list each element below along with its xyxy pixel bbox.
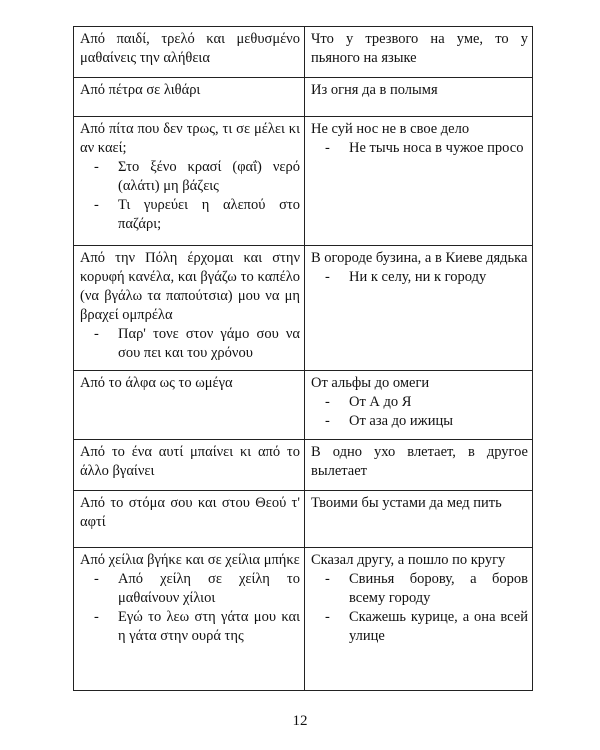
greek-cell	[74, 548, 305, 691]
greek-cell	[74, 27, 305, 78]
variant-item: - Από χείλη σε χείλη το μαθαίνουν χίλιοι	[80, 570, 300, 608]
variant-item: - Свинья борову, а боров всему городу	[311, 570, 528, 608]
russian-proverb: Сказал другу, а пошло по кругу	[311, 552, 506, 568]
page-number: 12	[292, 713, 308, 729]
russian-proverb: Из огня да в полымя	[311, 82, 438, 98]
variant-item: - Παρ' τονε στον γάμο σου να σου πει και του χρόνου	[80, 325, 300, 363]
russian-proverb: От альфы до омеги	[311, 375, 430, 391]
greek-proverb: Από παιδί, τρελό και μεθυσμένο μαθαίνεις την αλήθεια	[80, 31, 300, 66]
table-row	[74, 440, 533, 491]
greek-cell	[74, 246, 305, 371]
greek-variants	[80, 570, 300, 646]
table-row	[74, 548, 533, 691]
russian-cell	[305, 117, 533, 246]
greek-proverb: Από την Πόλη έρχομαι και στην κορυφή κανέλα, και βγάζω το καπέλο (να βγάλω τα παπούτσια) μου να μη βραχεί ομπρέλα	[80, 250, 300, 323]
russian-proverb: Не суй нос не в свое дело	[311, 121, 470, 137]
greek-proverb: Από χείλια βγήκε και σε χείλια μπήκε	[80, 552, 300, 568]
variant-item: - Στο ξένο κρασί (φαΐ) νερό (αλάτι) μη βάζεις	[80, 158, 300, 196]
greek-cell	[74, 440, 305, 491]
greek-proverb: Από πίτα που δεν τρως, τι σε μέλει κι αν καεί;	[80, 121, 300, 156]
variant-item: - Не тычь носа в чужое просо	[311, 139, 528, 158]
variant-item: - Εγώ το λεω στη γάτα μου και η γάτα στην ουρά της	[80, 608, 300, 646]
russian-cell	[305, 78, 533, 117]
table-row	[74, 117, 533, 246]
greek-proverb: Από το άλφα ως το ωμέγα	[80, 375, 233, 391]
russian-cell	[305, 491, 533, 548]
variant-item: - От аза до ижицы	[311, 412, 528, 431]
greek-cell	[74, 117, 305, 246]
greek-proverb: Από πέτρα σε λιθάρι	[80, 82, 201, 98]
table-row	[74, 27, 533, 78]
russian-cell	[305, 27, 533, 78]
russian-variants	[311, 139, 528, 158]
variant-item: - Скажешь курице, а она всей улице	[311, 608, 528, 646]
variant-item: - Ни к селу, ни к городу	[311, 268, 528, 287]
russian-proverb: Что у трезвого на уме, то у пьяного на языке	[311, 31, 528, 66]
russian-variants	[311, 268, 528, 287]
greek-variants	[80, 325, 300, 363]
russian-variants	[311, 393, 528, 431]
greek-cell	[74, 491, 305, 548]
variant-item: - От А до Я	[311, 393, 528, 412]
russian-proverb: Твоими бы устами да мед пить	[311, 495, 502, 511]
greek-proverb: Από το ένα αυτί μπαίνει κι από το άλλο βγαίνει	[80, 444, 300, 479]
russian-cell	[305, 440, 533, 491]
table-row	[74, 371, 533, 440]
variant-item: - Τι γυρεύει η αλεπού στο παζάρι;	[80, 196, 300, 234]
russian-cell	[305, 246, 533, 371]
russian-cell	[305, 371, 533, 440]
greek-variants	[80, 158, 300, 234]
russian-cell	[305, 548, 533, 691]
table-row	[74, 78, 533, 117]
russian-proverb: В огороде бузина, а в Киеве дядька	[311, 250, 528, 266]
greek-cell	[74, 371, 305, 440]
greek-cell	[74, 78, 305, 117]
russian-variants	[311, 570, 528, 646]
proverbs-table	[73, 26, 533, 691]
table-row	[74, 246, 533, 371]
table-row	[74, 491, 533, 548]
russian-proverb: В одно ухо влетает, в другое вылетает	[311, 444, 528, 479]
greek-proverb: Από το στόμα σου και στου Θεού τ' αφτί	[80, 495, 300, 530]
